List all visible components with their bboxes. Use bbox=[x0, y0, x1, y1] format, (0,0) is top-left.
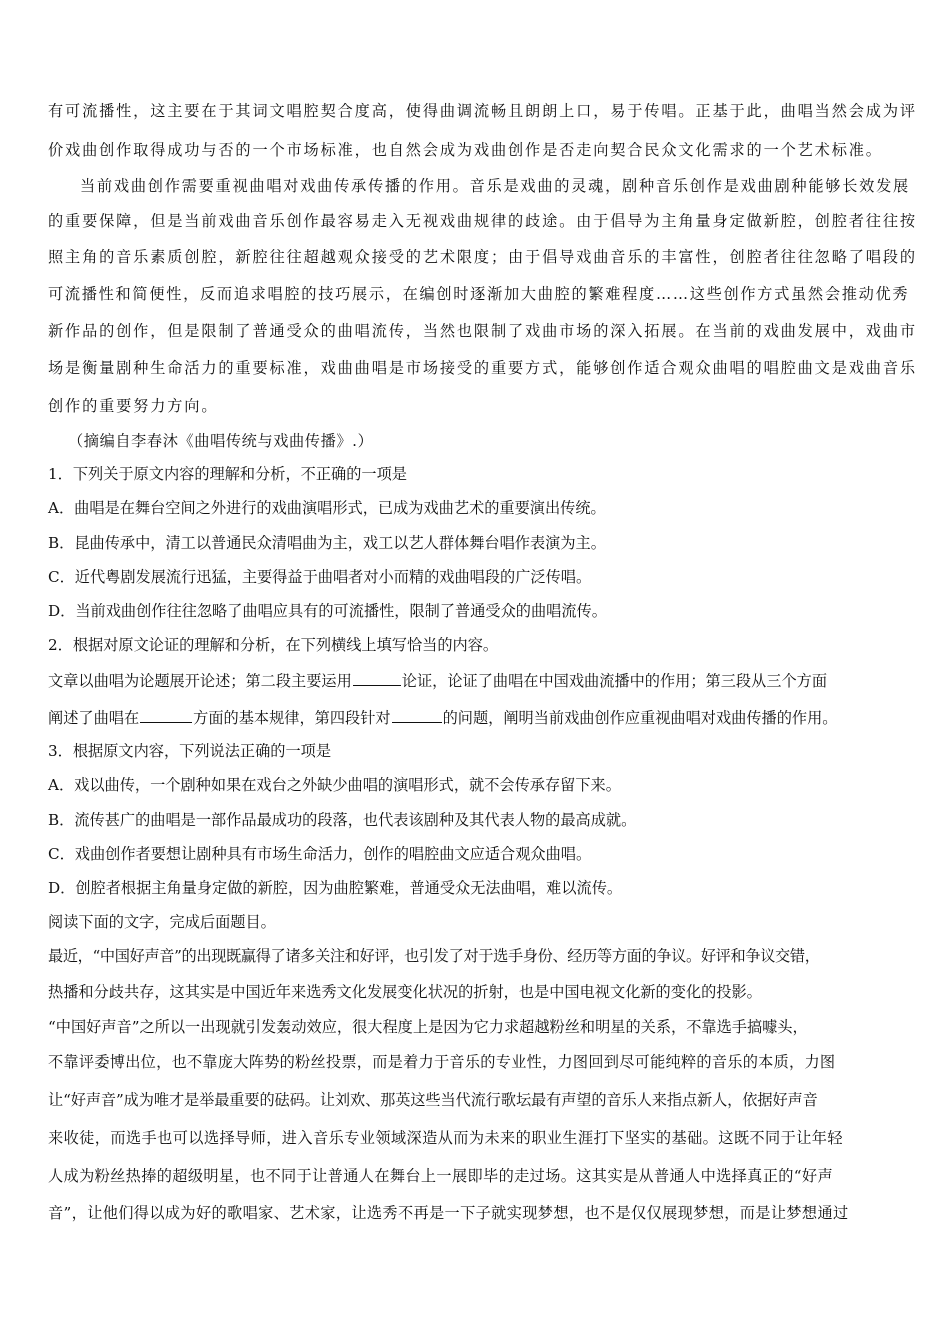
passage2-line-2: 热播和分歧共存，这其实是中国近年来选秀文化发展变化状况的折射，也是中国电视文化新的变化的投影。 bbox=[48, 983, 762, 1001]
q2-line-1-part-a: 文章以曲唱为论题展开论述；第二段主要运用 bbox=[48, 672, 352, 690]
q2-blank-1[interactable] bbox=[353, 670, 401, 686]
q1-option-d: D．当前戏曲创作往往忽略了曲唱应具有的可流播性，限制了普通受众的曲唱流传。 bbox=[48, 602, 607, 620]
q2-blank-2[interactable] bbox=[140, 707, 192, 723]
passage1-line-8: 场是衡量剧种生命活力的重要标准，戏曲曲唱是市场接受的重要方式，能够创作适合观众曲唱的唱腔曲文是戏曲音乐 bbox=[48, 359, 917, 377]
passage2-instruction: 阅读下面的文字，完成后面题目。 bbox=[48, 913, 276, 931]
q3-option-c: C．戏曲创作者要想让剧种具有市场生命活力，创作的唱腔曲文应适合观众曲唱。 bbox=[48, 845, 592, 863]
q3-stem: 3．根据原文内容，下列说法正确的一项是 bbox=[48, 742, 332, 760]
q1-stem: 1．下列关于原文内容的理解和分析，不正确的一项是 bbox=[48, 465, 407, 483]
passage1-source: （摘编自李春沐《曲唱传统与戏曲传播》.） bbox=[68, 432, 374, 450]
q2-line-1-part-b: 论证，论证了曲唱在中国戏曲流播中的作用；第三段从三个方面 bbox=[401, 672, 827, 690]
passage1-line-7: 新作品的创作，但是限制了普通受众的曲唱流传，当然也限制了戏曲市场的深入拓展。在当前的戏曲发展中，戏曲市 bbox=[48, 322, 917, 340]
q1-option-b: B．昆曲传承中，清工以普通民众清唱曲为主，戏工以艺人群体舞台唱作表演为主。 bbox=[48, 534, 606, 552]
q2-line-2-part-b: 方面的基本规律，第四段针对 bbox=[193, 709, 391, 727]
passage1-line-9: 创作的重要努力方向。 bbox=[48, 397, 219, 415]
q3-option-d: D．创腔者根据主角量身定做的新腔，因为曲腔繁难，普通受众无法曲唱，难以流传。 bbox=[48, 879, 623, 897]
q2-line-1 bbox=[48, 670, 827, 691]
passage2-line-6: 来收徒，而选手也可以选择导师，进入音乐专业领域深造从而为未来的职业生涯打下坚实的基础。这既不同于让年轻 bbox=[48, 1129, 843, 1147]
passage2-line-8: 音”，让他们得以成为好的歌唱家、艺术家，让选秀不再是一下子就实现梦想，也不是仅仅展现梦想，而是让梦想通过 bbox=[48, 1204, 849, 1222]
passage1-line-5: 照主角的音乐素质创腔，新腔往往超越观众接受的艺术限度；由于倡导戏曲音乐的丰富性，创腔者往往忽略了唱段的 bbox=[48, 248, 917, 266]
q2-stem: 2．根据对原文论证的理解和分析，在下列横线上填写恰当的内容。 bbox=[48, 636, 499, 654]
passage2-line-1: 最近，“中国好声音”的出现既赢得了诸多关注和好评，也引发了对于选手身份、经历等方面的争议。好评和争议交错， bbox=[48, 947, 820, 965]
q1-option-a: A．曲唱是在舞台空间之外进行的戏曲演唱形式，已成为戏曲艺术的重要演出传统。 bbox=[48, 499, 606, 517]
passage2-line-5: 让“好声音”成为唯才是举最重要的砝码。让刘欢、那英这些当代流行歌坛最有声望的音乐人来指点新人，依据好声音 bbox=[48, 1091, 818, 1109]
q2-blank-3[interactable] bbox=[392, 707, 442, 723]
passage1-line-1: 有可流播性，这主要在于其词文唱腔契合度高，使得曲调流畅且朗朗上口，易于传唱。正基于此，曲唱当然会成为评 bbox=[48, 102, 917, 120]
q2-line-2-part-c: 的问题，阐明当前戏曲创作应重视曲唱对戏曲传播的作用。 bbox=[442, 709, 838, 727]
passage1-line-3: 当前戏曲创作需要重视曲唱对戏曲传承传播的作用。音乐是戏曲的灵魂，剧种音乐创作是戏曲剧种能够长效发展 bbox=[80, 177, 910, 195]
q2-line-2-part-a: 阐述了曲唱在 bbox=[48, 709, 140, 727]
passage1-line-4: 的重要保障，但是当前戏曲音乐创作最容易走入无视戏曲规律的歧途。由于倡导为主角量身定做新腔，创腔者往往按 bbox=[48, 212, 917, 230]
q1-option-c: C．近代粤剧发展流行迅猛，主要得益于曲唱者对小而精的戏曲唱段的广泛传唱。 bbox=[48, 568, 592, 586]
q2-line-2 bbox=[48, 707, 837, 728]
passage1-line-6: 可流播性和简便性，反而追求唱腔的技巧展示，在编创时逐渐加大曲腔的繁难程度……这些创作方式虽然会推动优秀 bbox=[48, 285, 910, 303]
passage2-line-4: 不靠评委博出位，也不靠庞大阵势的粉丝投票，而是着力于音乐的专业性，力图回到尽可能纯粹的音乐的本质，力图 bbox=[48, 1053, 836, 1071]
passage1-line-2: 价戏曲创作取得成功与否的一个市场标准，也自然会成为戏曲创作是否走向契合民众文化需求的一个艺术标准。 bbox=[48, 141, 883, 159]
passage2-line-3: “中国好声音”之所以一出现就引发轰动效应，很大程度上是因为它力求超越粉丝和明星的关系，不靠选手搞噱头， bbox=[48, 1018, 808, 1036]
q3-option-b: B．流传甚广的曲唱是一部作品最成功的段落，也代表该剧种及其代表人物的最高成就。 bbox=[48, 811, 637, 829]
q3-option-a: A．戏以曲传，一个剧种如果在戏台之外缺少曲唱的演唱形式，就不会传承存留下来。 bbox=[48, 776, 621, 794]
passage2-line-7: 人成为粉丝热捧的超级明星，也不同于让普通人在舞台上一展即毕的走过场。这其实是从普通人中选择真正的“好声 bbox=[48, 1167, 833, 1185]
